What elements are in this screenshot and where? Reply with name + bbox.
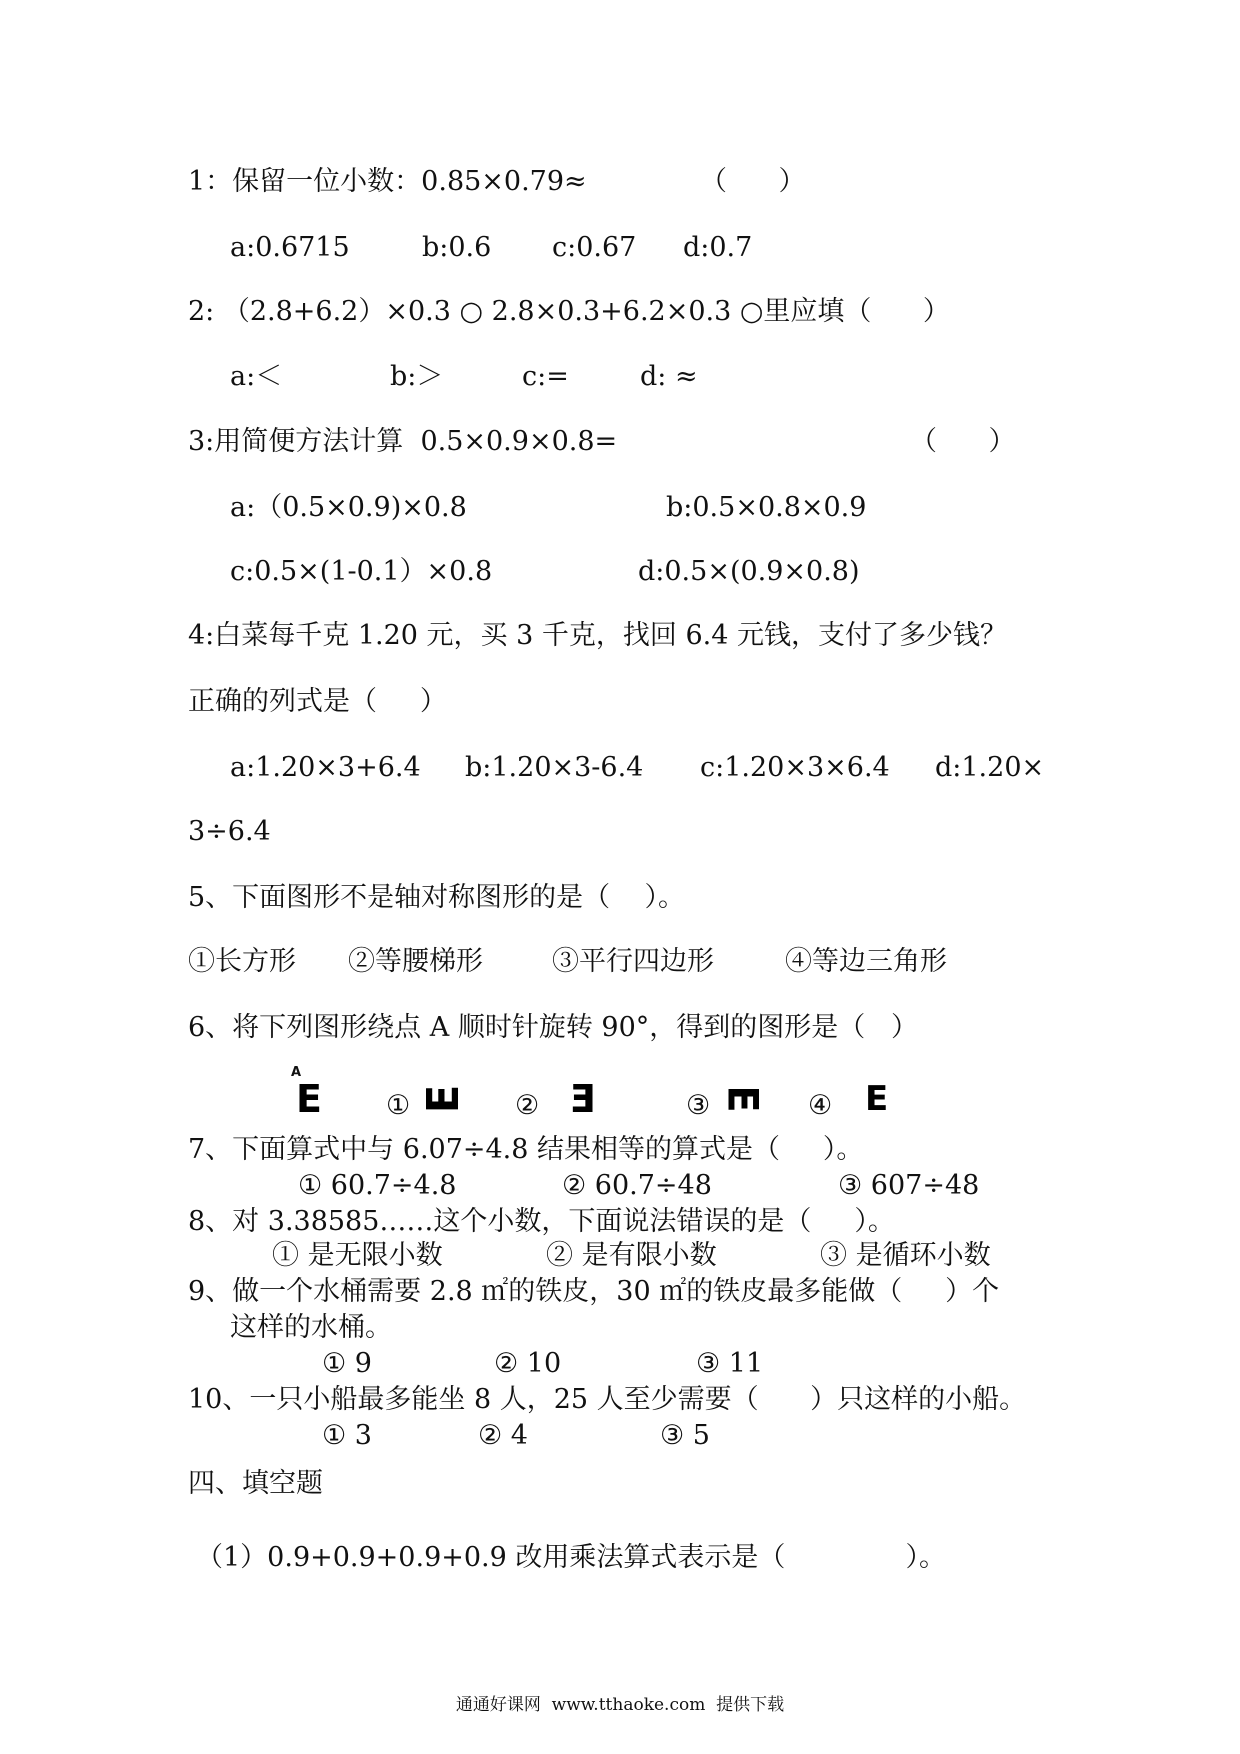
q1-option-a: a:0.6715: [230, 232, 350, 263]
q1-option-b: b:0.6: [422, 232, 492, 263]
q6-option-2-label: ②: [515, 1090, 540, 1121]
q3-option-d: d:0.5×(0.9×0.8): [638, 556, 860, 587]
e-shape-original: E: [296, 1077, 322, 1121]
q8-stem: 8、对 3.38585……这个小数，下面说法错误的是（ ）。: [188, 1206, 895, 1237]
q9-stem: 9、做一个水桶需要 2.8 ㎡的铁皮，30 ㎡的铁皮最多能做（ ）个: [188, 1276, 1000, 1307]
page-footer: 通通好课网 www.tthaoke.com 提供下载: [455, 1695, 785, 1715]
q1-stem: 1：保留一位小数：0.85×0.79≈: [188, 166, 587, 197]
q5-stem: 5、下面图形不是轴对称图形的是（ ）。: [188, 882, 686, 913]
q3-answer-blank[interactable]: （ ）: [910, 426, 1016, 457]
q6-option-1-label: ①: [386, 1090, 411, 1121]
q10-option-2: ② 4: [478, 1420, 528, 1451]
q3-option-b: b:0.5×0.8×0.9: [666, 492, 867, 523]
q8-option-2: ② 是有限小数: [546, 1240, 717, 1271]
q9-stem-line2: 这样的水桶。: [230, 1312, 392, 1343]
q4-option-a: a:1.20×3+6.4: [230, 752, 421, 783]
q9-option-1: ① 9: [322, 1348, 372, 1379]
q3-stem: 3:用简便方法计算 0.5×0.9×0.8=: [188, 426, 618, 457]
q7-option-3: ③ 607÷48: [838, 1170, 980, 1201]
q4-option-d-continued: 3÷6.4: [188, 816, 271, 847]
q10-stem: 10、一只小船最多能坐 8 人，25 人至少需要（ ）只这样的小船。: [188, 1384, 1027, 1415]
q2-option-a: a:＜: [230, 361, 283, 392]
q10-option-3: ③ 5: [660, 1420, 710, 1451]
e-shape-rotated-option-3: E: [718, 1085, 768, 1113]
q1-option-c: c:0.67: [552, 232, 637, 263]
point-a-label: A: [291, 1065, 302, 1080]
q5-option-2: ②等腰梯形: [348, 946, 483, 977]
q10-option-1: ① 3: [322, 1420, 372, 1451]
q7-option-1: ① 60.7÷4.8: [298, 1170, 457, 1201]
q4-option-c: c:1.20×3×6.4: [700, 752, 890, 783]
q2-option-c: c:=: [522, 361, 569, 392]
section-4-heading: 四、填空题: [188, 1468, 323, 1499]
q8-option-3: ③ 是循环小数: [820, 1240, 991, 1271]
q7-option-2: ② 60.7÷48: [562, 1170, 712, 1201]
q4-stem-line2: 正确的列式是（ ）: [188, 686, 447, 717]
q8-option-1: ① 是无限小数: [272, 1240, 443, 1271]
e-shape-rotated-option-4: E: [865, 1079, 889, 1119]
q4-option-b: b:1.20×3-6.4: [465, 752, 644, 783]
q6-stem: 6、将下列图形绕点 A 顺时针旋转 90°，得到的图形是（ ）: [188, 1012, 919, 1043]
q9-option-3: ③ 11: [696, 1348, 764, 1379]
q4-stem: 4:白菜每千克 1.20 元，买 3 千克，找回 6.4 元钱，支付了多少钱？: [188, 620, 1008, 651]
q3-option-a: a:（0.5×0.9)×0.8: [230, 492, 467, 523]
q1-answer-blank[interactable]: （ ）: [700, 166, 806, 197]
fill-in-item-1: （1）0.9+0.9+0.9+0.9 改用乘法算式表示是（ ）。: [196, 1542, 947, 1573]
q4-option-d: d:1.20×: [935, 752, 1045, 783]
e-shape-rotated-option-1: E: [417, 1084, 469, 1114]
q3-option-c: c:0.5×(1-0.1）×0.8: [230, 556, 493, 587]
q5-option-3: ③平行四边形: [552, 946, 714, 977]
e-shape-rotated-option-2: E: [570, 1077, 596, 1121]
q2-option-b: b:＞: [390, 361, 444, 392]
q1-option-d: d:0.7: [683, 232, 753, 263]
q5-option-4: ④等边三角形: [785, 946, 947, 977]
q2-stem: 2: （2.8+6.2）×0.3 ○ 2.8×0.3+6.2×0.3 ○里应填（ ）: [188, 296, 950, 327]
q6-option-4-label: ④: [808, 1090, 833, 1121]
q7-stem: 7、下面算式中与 6.07÷4.8 结果相等的算式是（ ）。: [188, 1134, 864, 1165]
q9-option-2: ② 10: [494, 1348, 562, 1379]
q6-option-3-label: ③: [686, 1090, 711, 1121]
q2-option-d: d: ≈: [640, 361, 698, 392]
q5-option-1: ①长方形: [188, 946, 296, 977]
